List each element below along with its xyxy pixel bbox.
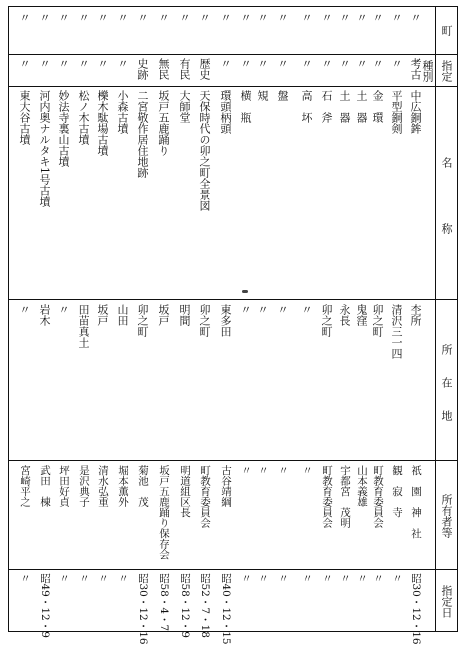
cell-name: 坂戸五鹿踊り bbox=[157, 90, 170, 156]
cell-date: 昭30・12・16 bbox=[137, 573, 149, 645]
cell-owner: 坂戸五鹿踊り保存会 bbox=[158, 465, 170, 560]
cell-town: 〃 bbox=[57, 12, 70, 23]
header-date: 指定日 bbox=[440, 584, 453, 618]
cell-owner: 堀本薫外 bbox=[117, 465, 129, 507]
cell-type: 〃 bbox=[338, 58, 351, 69]
cell-name: 環頭柄頭 bbox=[219, 90, 232, 134]
cell-date: 〃 bbox=[78, 573, 90, 584]
cell-owner: 菊池 茂 bbox=[137, 465, 149, 507]
row-divider-name bbox=[8, 299, 458, 300]
cell-town: 〃 bbox=[96, 12, 109, 23]
cell-name: 中広銅鉾 bbox=[409, 90, 422, 134]
cell-town: 〃 bbox=[409, 12, 422, 23]
cell-location: 岩木 bbox=[38, 304, 51, 326]
cell-owner: 宮崎平之 bbox=[19, 465, 31, 507]
cell-owner: 〃 bbox=[240, 465, 252, 476]
cell-date: 〃 bbox=[321, 573, 333, 584]
header-location: 所 在 地 bbox=[440, 344, 453, 421]
header-type: 指定種別 bbox=[421, 60, 453, 82]
cell-location: 清沢三一四 bbox=[390, 304, 403, 359]
cell-name: 土 器 bbox=[355, 90, 368, 123]
cell-location: 東多田 bbox=[219, 304, 232, 337]
cell-name: 高 坏 bbox=[300, 90, 313, 123]
row-divider-owner bbox=[8, 569, 458, 570]
cell-location: 〃 bbox=[18, 304, 31, 315]
cell-owner: 町教育委員会 bbox=[321, 465, 333, 528]
header-town: 町 bbox=[440, 24, 453, 36]
cell-owner: 〃 bbox=[277, 465, 289, 476]
cell-owner: 〃 bbox=[257, 465, 269, 476]
cell-type: 〃 bbox=[276, 58, 289, 69]
cell-town: 〃 bbox=[157, 12, 170, 23]
cell-owner: 祇 園 神 社 bbox=[410, 465, 422, 539]
cell-date: 〃 bbox=[19, 573, 31, 584]
cell-owner: 観 寂 寺 bbox=[391, 465, 403, 518]
cell-owner: 明道組区長 bbox=[179, 465, 191, 518]
cell-type: 有民 bbox=[178, 58, 191, 80]
cell-owner: 武田 棟 bbox=[39, 465, 51, 507]
cell-name: 櫟木駄場古墳 bbox=[96, 90, 109, 156]
cell-name: 盤 bbox=[276, 90, 289, 101]
cell-date: 〃 bbox=[240, 573, 252, 584]
cell-location: 卯之町 bbox=[371, 304, 384, 337]
cell-date: 昭58・4・7 bbox=[158, 573, 170, 632]
cell-town: 〃 bbox=[18, 12, 31, 23]
cell-name: 松ノ木古墳 bbox=[77, 90, 90, 145]
cell-date: 昭58・12・9 bbox=[179, 573, 191, 638]
cell-type: 〃 bbox=[300, 58, 313, 69]
cell-type: 歴史 bbox=[198, 58, 211, 80]
cell-owner: 町教育委員会 bbox=[199, 465, 211, 528]
cell-type: 〃 bbox=[77, 58, 90, 69]
cell-date: 〃 bbox=[117, 573, 129, 584]
cell-town: 〃 bbox=[390, 12, 403, 23]
cell-date: 〃 bbox=[301, 573, 313, 584]
cell-location: 〃 bbox=[57, 304, 70, 315]
cell-type: 〃 bbox=[96, 58, 109, 69]
header-name: 名 称 bbox=[440, 156, 453, 234]
cell-date: 〃 bbox=[356, 573, 368, 584]
cell-name: 二宮敬作居住地跡 bbox=[136, 90, 149, 178]
cell-town: 〃 bbox=[136, 12, 149, 23]
cell-date: 〃 bbox=[391, 573, 403, 584]
cell-owner: 〃 bbox=[301, 465, 313, 476]
cell-type: 〃 bbox=[371, 58, 384, 69]
cell-location: 田苗真土 bbox=[77, 304, 90, 348]
cell-town: 〃 bbox=[38, 12, 51, 23]
cell-owner: 山本義雄 bbox=[356, 465, 368, 507]
cell-name: 東大谷古墳 bbox=[18, 90, 31, 145]
cell-date: 昭30・12・16 bbox=[410, 573, 422, 645]
scan-mark bbox=[242, 290, 248, 293]
cell-date: 〃 bbox=[339, 573, 351, 584]
cell-town: 〃 bbox=[116, 12, 129, 23]
cell-name: 平型銅剣 bbox=[390, 90, 403, 134]
cell-type: 〃 bbox=[219, 58, 232, 69]
cell-date: 昭49・12・9 bbox=[39, 573, 51, 638]
cell-location: 坂戸 bbox=[96, 304, 109, 326]
cell-location: 〃 bbox=[239, 304, 252, 315]
cell-date: 昭40・12・15 bbox=[220, 573, 232, 645]
cell-town: 〃 bbox=[338, 12, 351, 23]
cell-location: 〃 bbox=[276, 304, 289, 315]
cell-name: 横 瓶 bbox=[239, 90, 252, 123]
cell-name: 天保時代の卯之町全景図 bbox=[198, 90, 211, 211]
cell-location: 卯之町 bbox=[320, 304, 333, 337]
cell-type: 〃 bbox=[239, 58, 252, 69]
cell-location: 山田 bbox=[116, 304, 129, 326]
cell-town: 〃 bbox=[198, 12, 211, 23]
cell-name: 䂓 bbox=[256, 90, 269, 101]
cell-type: 〃 bbox=[355, 58, 368, 69]
cell-location: 明間 bbox=[178, 304, 191, 326]
cell-town: 〃 bbox=[320, 12, 333, 23]
cell-location: 杢所 bbox=[409, 304, 422, 326]
cell-location: 坂戸 bbox=[157, 304, 170, 326]
cell-town: 〃 bbox=[371, 12, 384, 23]
cell-date: 〃 bbox=[277, 573, 289, 584]
cell-location: 〃 bbox=[256, 304, 269, 315]
cell-town: 〃 bbox=[300, 12, 313, 23]
cell-location: 永長 bbox=[338, 304, 351, 326]
cell-name: 小森古墳 bbox=[116, 90, 129, 134]
cell-town: 〃 bbox=[256, 12, 269, 23]
cell-type: 無民 bbox=[157, 58, 170, 80]
cell-date: 昭52・7・18 bbox=[199, 573, 211, 638]
cell-type: 史跡 bbox=[136, 58, 149, 80]
cell-town: 〃 bbox=[355, 12, 368, 23]
cell-date: 〃 bbox=[58, 573, 70, 584]
cell-owner: 是沢典子 bbox=[78, 465, 90, 507]
cell-name: 大師堂 bbox=[178, 90, 191, 123]
cell-town: 〃 bbox=[276, 12, 289, 23]
cell-type: 考古 bbox=[409, 58, 422, 80]
cell-type: 〃 bbox=[256, 58, 269, 69]
cell-date: 〃 bbox=[97, 573, 109, 584]
row-divider-location bbox=[8, 460, 458, 461]
cell-location: 鬼窪 bbox=[355, 304, 368, 326]
cell-name: 土 器 bbox=[338, 90, 351, 123]
cell-owner: 清水弘重 bbox=[97, 465, 109, 507]
cell-type: 〃 bbox=[390, 58, 403, 69]
cell-location: 〃 bbox=[300, 304, 313, 315]
row-divider-type bbox=[8, 86, 458, 87]
cell-type: 〃 bbox=[38, 58, 51, 69]
cell-owner: 坪田好貞 bbox=[58, 465, 70, 507]
cell-town: 〃 bbox=[178, 12, 191, 23]
cell-location: 卯之町 bbox=[136, 304, 149, 337]
header-column-divider bbox=[435, 6, 436, 632]
cell-date: 〃 bbox=[257, 573, 269, 584]
cell-name: 石 斧 bbox=[320, 90, 333, 123]
header-owner: 所有者等 bbox=[440, 493, 453, 538]
row-divider-town bbox=[8, 54, 458, 55]
cell-name: 妙法寺裏山古墳 bbox=[57, 90, 70, 167]
cell-owner: 町教育委員会 bbox=[372, 465, 384, 528]
cell-type: 〃 bbox=[57, 58, 70, 69]
cell-town: 〃 bbox=[239, 12, 252, 23]
cell-date: 〃 bbox=[372, 573, 384, 584]
cell-type: 〃 bbox=[116, 58, 129, 69]
cell-type: 〃 bbox=[18, 58, 31, 69]
cell-town: 〃 bbox=[77, 12, 90, 23]
cell-type: 〃 bbox=[320, 58, 333, 69]
cell-name: 金 環 bbox=[371, 90, 384, 123]
cell-name: 河内奥ナルタキ1号古墳 bbox=[38, 90, 51, 207]
cell-location: 卯之町 bbox=[198, 304, 211, 337]
cell-town: 〃 bbox=[219, 12, 232, 23]
cell-owner: 古谷靖綱 bbox=[220, 465, 232, 507]
cell-owner: 宇都宮 茂明 bbox=[339, 465, 351, 528]
